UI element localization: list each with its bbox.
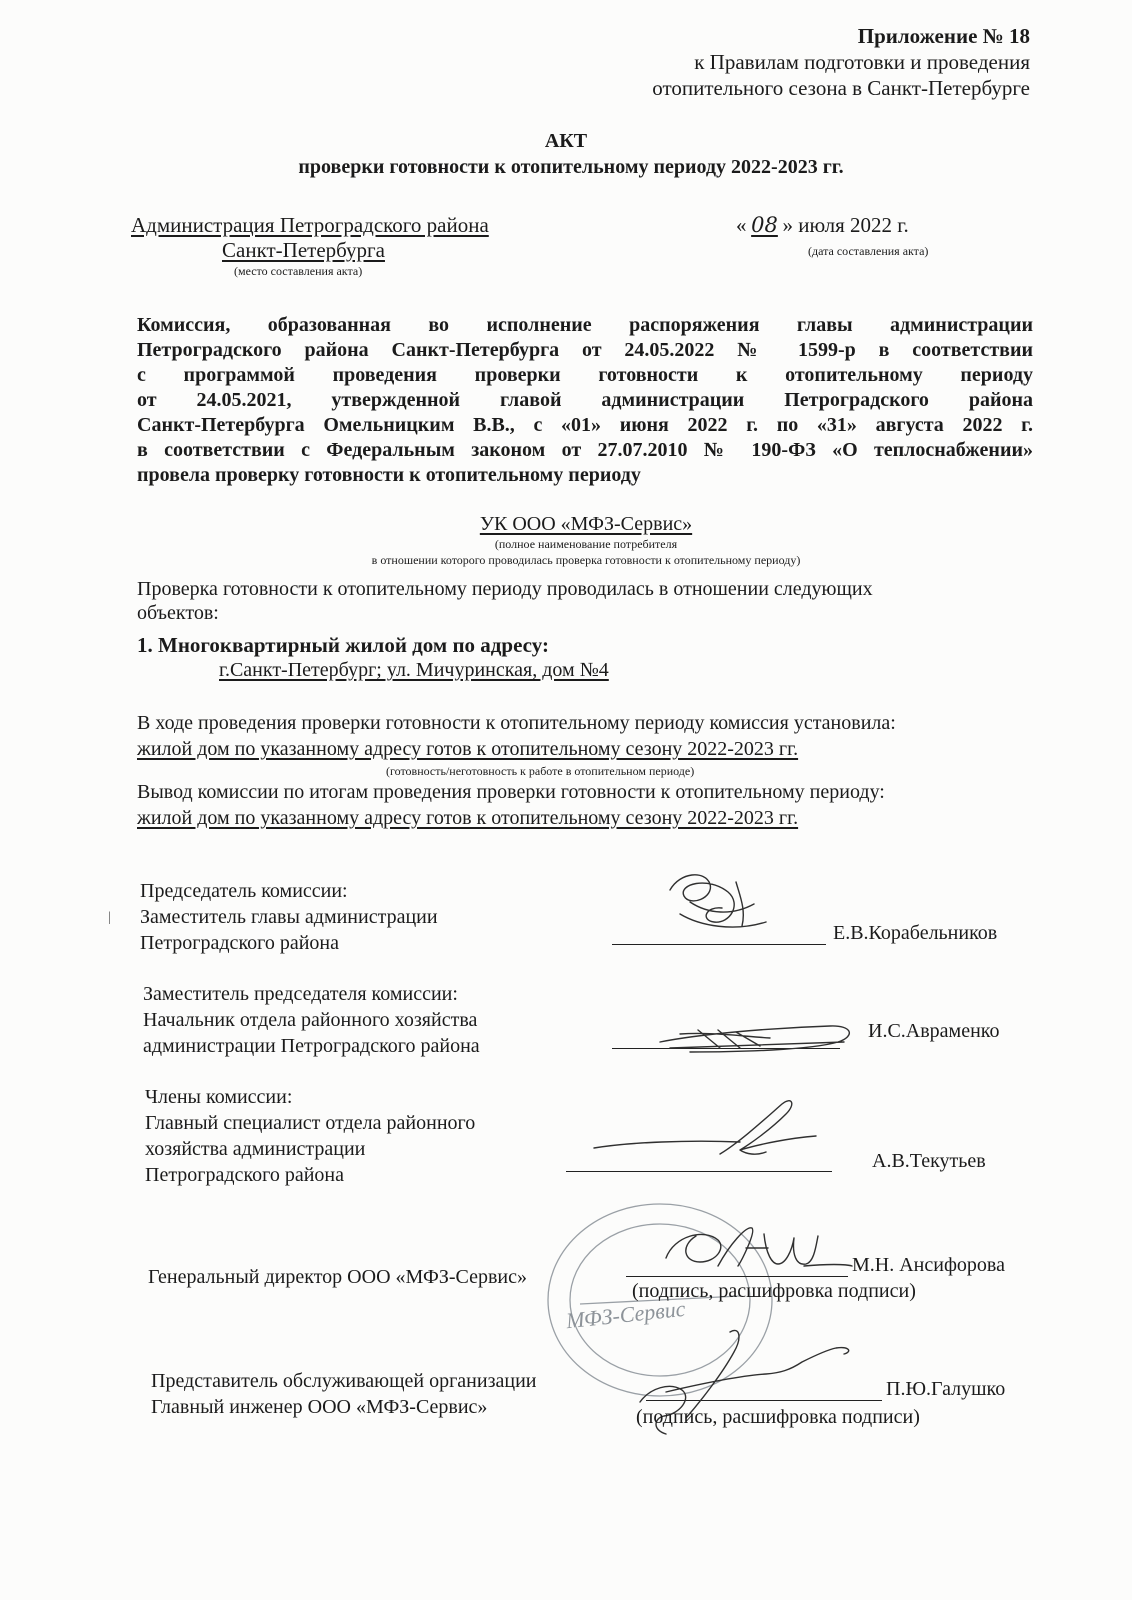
place-caption: (место составления акта) (234, 264, 363, 278)
deputy-line-3: администрации Петроградского района (143, 1035, 480, 1057)
conclusion-label: Вывод комиссии по итогам проведения проверки готовности к отопительному периоду: (137, 781, 885, 803)
deputy-line-1: Заместитель председателя комиссии: (143, 983, 458, 1005)
conclusion-text: жилой дом по указанному адресу готов к отопительному сезону 2022-2023 гг. (137, 807, 799, 829)
chairman-line-3: Петроградского района (140, 932, 340, 954)
objects-intro-2: объектов: (137, 602, 219, 624)
deputy-signature-icon (620, 1012, 860, 1062)
member-name: А.В.Текутьев (872, 1150, 986, 1172)
date-caption: (дата составления акта) (808, 244, 929, 258)
deputy-line-2: Начальник отдела районного хозяйства (143, 1009, 478, 1031)
object-address: г.Санкт-Петербург; ул. Мичуринская, дом №4 (219, 659, 609, 681)
date-open-quote: « (736, 213, 747, 237)
director-role: Генеральный директор ООО «МФЗ-Сервис» (148, 1266, 527, 1288)
consumer-caption-1: (полное наименование потребителя (494, 537, 678, 551)
act-title: АКТ (544, 130, 588, 152)
commission-line: провела проверку готовности к отопительному периоду (137, 464, 641, 486)
deputy-name: И.С.Авраменко (868, 1020, 1000, 1042)
commission-paragraph (137, 313, 1033, 488)
consumer-name: УК ООО «МФЗ-Сервис» (479, 513, 693, 535)
findings-established: В ходе проведения проверки готовности к отопительному периоду комиссия установила: (137, 712, 896, 734)
stamp-text: МФЗ-Сервис (564, 1295, 687, 1334)
chairman-line-1: Председатель комиссии: (140, 880, 348, 902)
place-line-2: Санкт-Петербурга (222, 238, 385, 262)
objects-intro-1: Проверка готовности к отопительному периоду проводилась в отношении следующих (137, 578, 873, 600)
member-line-3: хозяйства администрации (145, 1138, 366, 1160)
place-line-1: Администрация Петроградского района (131, 213, 489, 237)
object-item-label: 1. Многоквартирный жилой дом по адресу: (137, 633, 549, 657)
commission-line: с программой проведения проверки готовности к отопительному периоду (137, 364, 1033, 386)
member-line-2: Главный специалист отдела районного (145, 1112, 476, 1134)
engineer-name: П.Ю.Галушко (886, 1378, 1006, 1400)
chairman-line-2: Заместитель главы администрации (140, 906, 438, 928)
director-caption: (подпись, расшифровка подписи) (632, 1280, 916, 1302)
commission-line: от 24.05.2021, утвержденной главой администрации Петроградского района (137, 389, 1033, 411)
appendix-line-2: отопительного сезона в Санкт-Петербурге (652, 76, 1030, 100)
act-date (736, 213, 909, 238)
date-rest: » июля 2022 г. (782, 213, 909, 237)
director-signature-icon (656, 1214, 856, 1284)
commission-line: Петроградского района Санкт-Петербурга от 24.05.2022 № 1599-р в соответствии (137, 339, 1033, 361)
member-line-4: Петроградского района (145, 1164, 345, 1186)
chairman-signature-icon (650, 862, 780, 947)
findings-result: жилой дом по указанному адресу готов к отопительному сезону 2022-2023 гг. (137, 738, 799, 760)
act-subtitle: проверки готовности к отопительному периоду 2022-2023 гг. (298, 156, 844, 178)
consumer-caption-2: в отношении которого проводилась проверка готовности к отопительному периоду) (371, 553, 801, 567)
appendix-title: Приложение № 18 (857, 24, 1030, 48)
commission-line: Комиссия, образованная во исполнение распоряжения главы администрации (137, 314, 1033, 336)
member-line-1: Члены комиссии: (145, 1086, 293, 1108)
commission-line: в соответствии с Федеральным законом от 27.07.2010 № 190-ФЗ «О теплоснабжении» (137, 439, 1033, 461)
appendix-line-1: к Правилам подготовки и проведения (694, 50, 1030, 74)
commission-line: Санкт-Петербурга Омельницким В.В., с «01» июня 2022 г. по «31» августа 2022 г. (137, 414, 1033, 436)
engineer-line-2: Главный инженер ООО «МФЗ-Сервис» (151, 1396, 488, 1418)
member-signature-icon (590, 1092, 820, 1172)
margin-mark: | (108, 910, 111, 925)
engineer-line-1: Представитель обслуживающей организации (151, 1370, 537, 1392)
director-name: М.Н. Ансифорова (852, 1254, 1005, 1276)
findings-caption: (готовность/неготовность к работе в отопительном периоде) (386, 764, 695, 778)
engineer-caption: (подпись, расшифровка подписи) (636, 1406, 920, 1428)
date-day: 08 (751, 213, 778, 237)
chairman-name: Е.В.Корабельников (833, 922, 998, 944)
